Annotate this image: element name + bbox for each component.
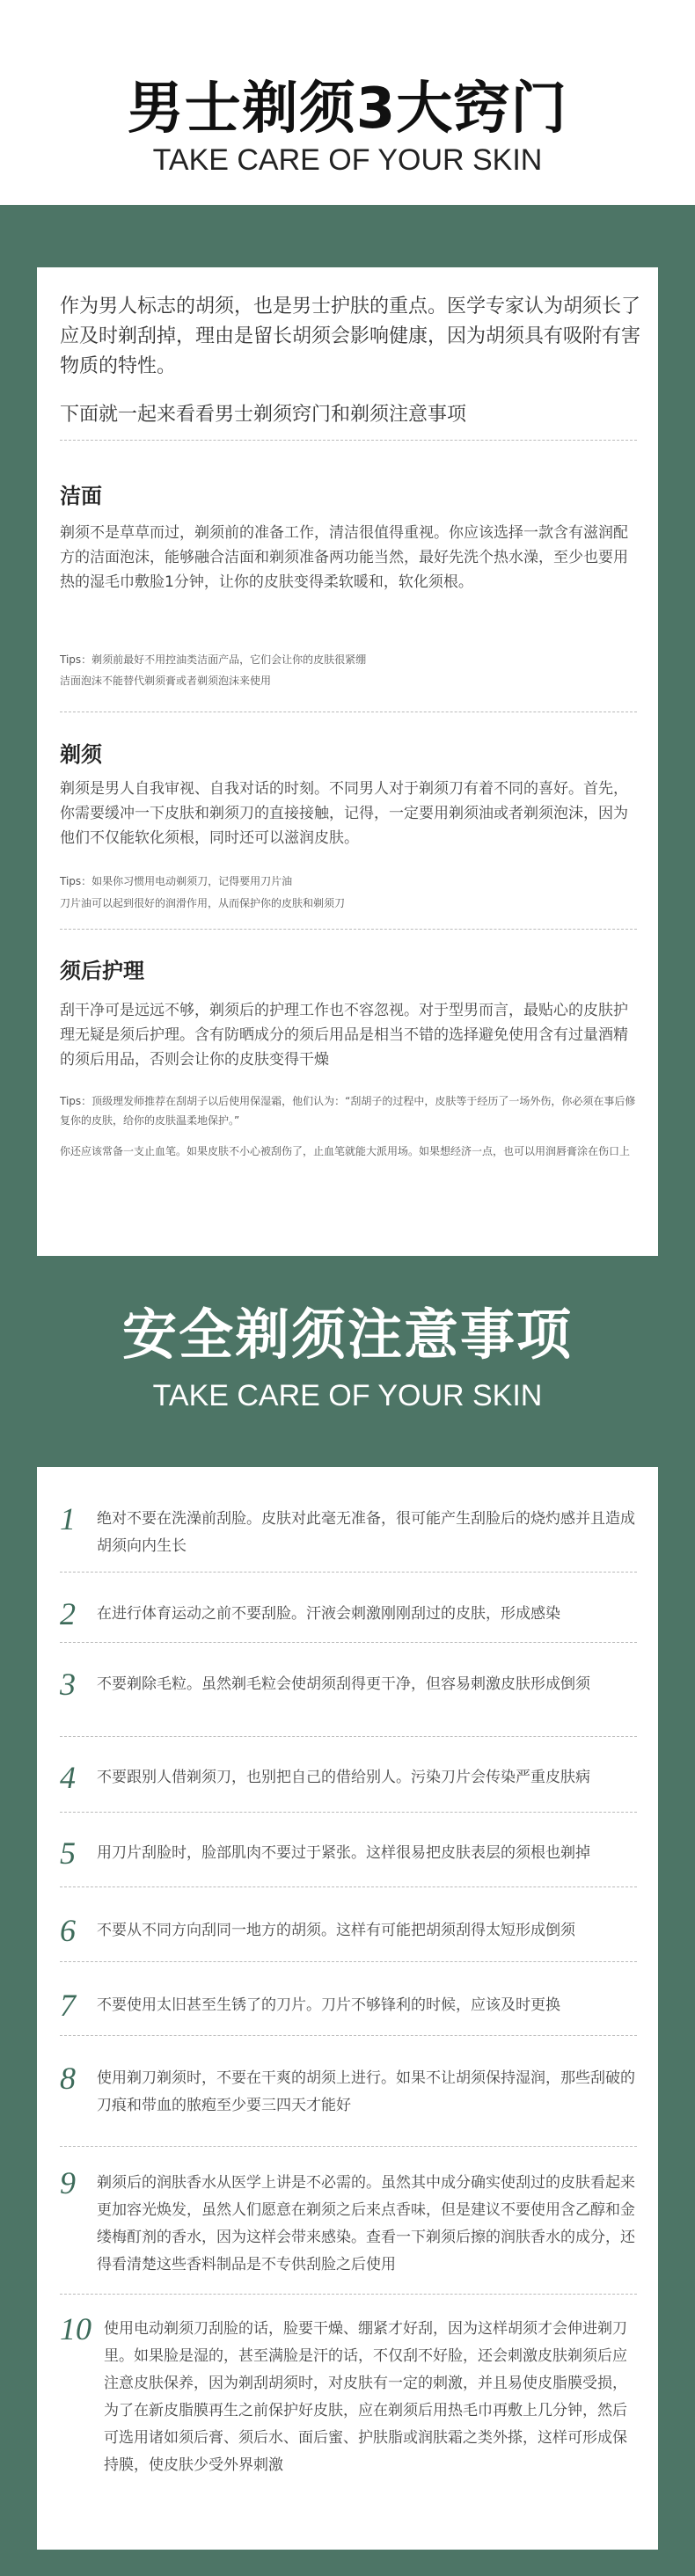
note-number: 3 [60, 1667, 76, 1702]
safety-subtitle: TAKE CARE OF YOUR SKIN [152, 1379, 543, 1412]
section-body: 刮干净可是远远不够，剃须后的护理工作也不容忽视。对于型男而言，最贴心的皮肤护理无疑是须后护理。含有防晒成分的须后用品是相当不错的选择避免使用含有过量酒精的须后用品，否则会让你的皮肤变得干燥 [60, 1002, 628, 1069]
note-number: 8 [60, 2061, 76, 2096]
section-tips: Tips：顶级理发师推荐在刮胡子以后使用保湿霜，他们认为：“刮胡子的过程中，皮肤等于经历了一场外伤，你必须在事后修复你的皮肤，给你的皮肤温柔地保护。” [60, 1095, 636, 1127]
page-title: 男士剃须3大窍门 [127, 77, 568, 142]
note-number: 5 [60, 1835, 76, 1871]
header-top [0, 0, 695, 205]
note-text: 使用剃刀剃须时，不要在干爽的胡须上进行。如果不让胡须保持湿润，那些刮破的刀痕和带血的脓疱至少要三四天才能好 [97, 2069, 635, 2114]
note-number: 6 [60, 1913, 76, 1948]
divider [60, 929, 637, 930]
note-text: 不要跟别人借剃须刀，也别把自己的借给别人。污染刀片会传染严重皮肤病 [97, 1769, 590, 1786]
header-safety [0, 1256, 695, 1467]
section-tips: Tips：如果你习惯用电动剃须刀，记得要用刀片油 [60, 875, 293, 887]
section-title: 须后护理 [60, 959, 144, 983]
section-tips: 洁面泡沫不能替代剃须膏或者剃须泡沫来使用 [60, 675, 272, 687]
section-body: 剃须是男人自我审视、自我对话的时刻。不同男人对于剃须刀有着不同的喜好。首先，你需要缓冲一下皮肤和剃须刀的直接接触，记得，一定要用剃须油或者剃须泡沫，因为他们不仅能软化须根，同时还可以滋润皮肤。 [60, 780, 628, 847]
safety-title: 安全剃须注意事项 [121, 1303, 573, 1367]
section-title: 剃须 [60, 742, 102, 767]
note-text: 用刀片刮脸时，脸部肌肉不要过于紧张。这样很易把皮肤表层的须根也剃掉 [97, 1844, 590, 1862]
note-text: 不要使用太旧甚至生锈了的刀片。刀片不够锋利的时候，应该及时更换 [97, 1996, 560, 2014]
note-text: 绝对不要在洗澡前刮脸。皮肤对此毫无准备，很可能产生刮脸后的烧灼感并且造成胡须向内生长 [97, 1510, 635, 1555]
divider [60, 440, 637, 441]
divider [60, 1736, 637, 1737]
tips-card [37, 267, 658, 1259]
note-text: 不要从不同方向刮同一地方的胡须。这样有可能把胡须刮得太短形成倒须 [97, 1922, 575, 1939]
note-number: 9 [60, 2165, 76, 2200]
section-title: 洁面 [60, 484, 102, 508]
note-text: 使用电动剃须刀刮脸的话，脸要干燥、绷紧才好刮，因为这样胡须才会伸进剃刀里。如果脸是湿的，甚至满脸是汗的话，不仅刮不好脸，还会刺激皮肤剃须后应注意皮肤保养，因为剃刮胡须时，对皮肤有一定的刺激，并且易使皮脂膜受损，为了在新皮脂膜再生之前保护好皮肤，应在剃须后用热毛巾再敷上几分钟，然后可选用诸如须后膏、须后水、面后蜜、护肤脂或润肤霜之类外搽，这样可形成保持膜，使皮肤少受外界刺激 [104, 2320, 627, 2474]
note-number: 1 [60, 1501, 76, 1536]
section-tips: Tips：剃须前最好不用控油类洁面产品，它们会让你的皮肤很紧绷 [60, 653, 367, 666]
note-text: 在进行体育运动之前不要刮脸。汗液会刺激刚刚刮过的皮肤，形成感染 [97, 1605, 560, 1623]
divider [60, 2146, 637, 2147]
divider [60, 1961, 637, 1962]
section-tips: 刀片油可以起到很好的润滑作用，从而保护你的皮肤和剃须刀 [60, 897, 346, 909]
intro-lead: 下面就一起来看看男士剃须窍门和剃须注意事项 [60, 404, 467, 426]
note-number: 2 [60, 1596, 76, 1631]
divider [60, 2035, 637, 2036]
divider [60, 1886, 637, 1887]
divider [60, 1572, 637, 1573]
section-tips: 你还应该常备一支止血笔。如果皮肤不小心被刮伤了，止血笔就能大派用场。如果想经济一点，也可以用润唇膏涂在伤口上 [60, 1145, 631, 1157]
notes-card [37, 1467, 658, 2550]
note-number: 4 [60, 1760, 76, 1795]
divider [60, 2294, 637, 2295]
divider [60, 1642, 637, 1643]
note-number: 7 [60, 1988, 76, 2023]
note-text: 剃须后的润肤香水从医学上讲是不必需的。虽然其中成分确实使刮过的皮肤看起来更加容光焕发，虽然人们愿意在剃须之后来点香味，但是建议不要使用含乙醇和金缕梅酊剂的香水，因为这样会带来感染。查看一下剃须后擦的润肤香水的成分，还得看清楚这些香料制品是不专供刮脸之后使用 [97, 2174, 635, 2273]
intro-paragraph: 作为男人标志的胡须，也是男士护肤的重点。医学专家认为胡须长了应及时剃刮掉，理由是留长胡须会影响健康，因为胡须具有吸附有害物质的特性。 [60, 296, 641, 377]
page-subtitle: TAKE CARE OF YOUR SKIN [152, 143, 543, 177]
note-number: 10 [60, 2311, 91, 2346]
note-text: 不要剃除毛粒。虽然剃毛粒会使胡须刮得更干净，但容易刺激皮肤形成倒须 [97, 1675, 590, 1693]
section-body: 剃须不是草草而过，剃须前的准备工作，清洁很值得重视。你应该选择一款含有滋润配方的洁面泡沫，能够融合洁面和剃须准备两功能当然，最好先洗个热水澡，至少也要用热的湿毛巾敷脸1分钟，让你的皮肤变得柔软暖和，软化须根。 [60, 524, 628, 591]
divider [60, 1812, 637, 1813]
